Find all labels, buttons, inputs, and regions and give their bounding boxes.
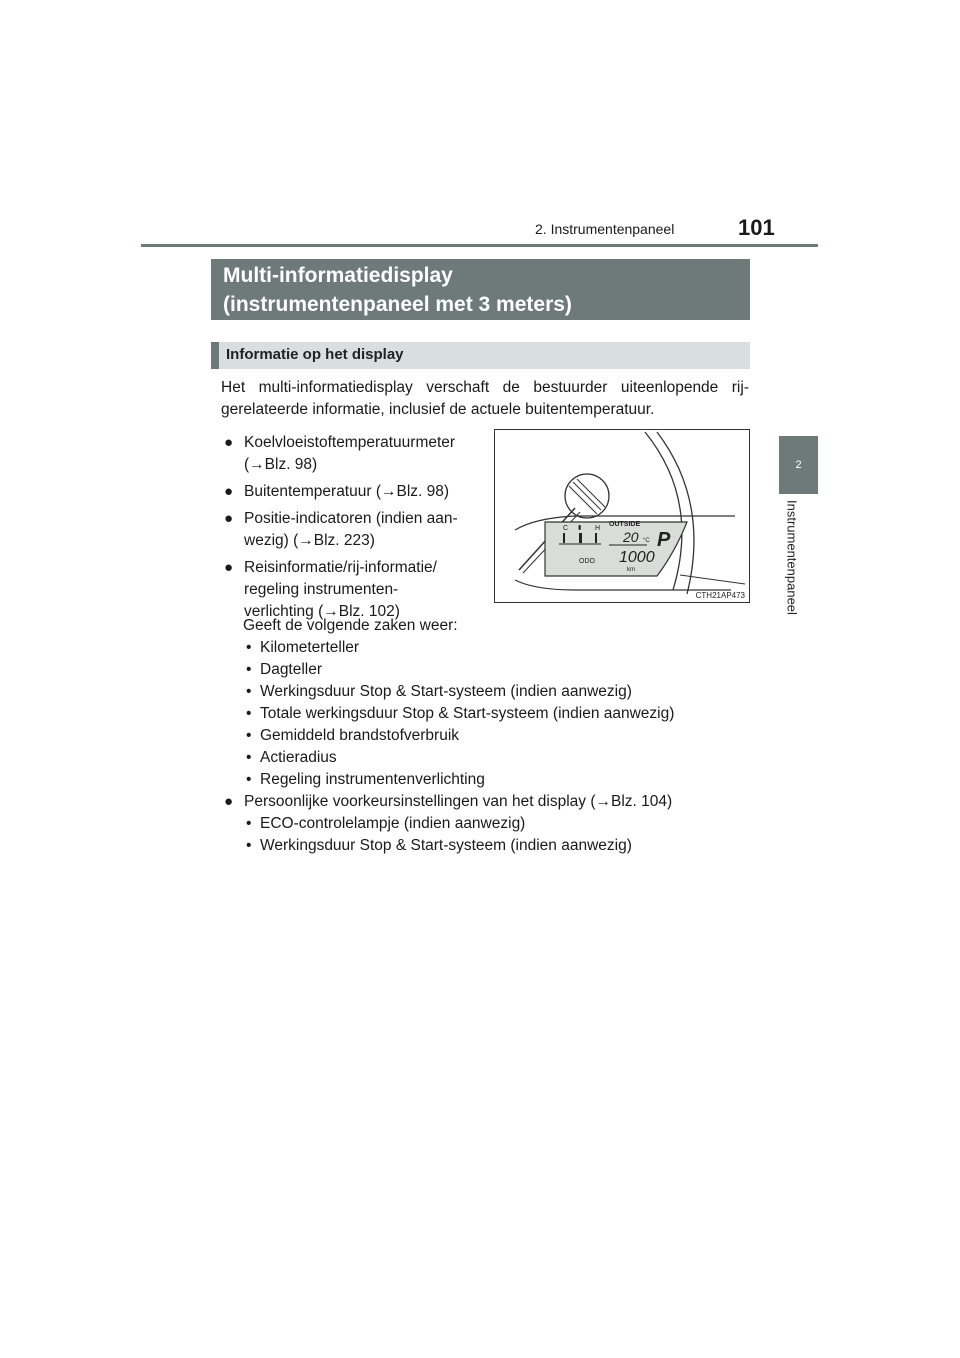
preference-item bbox=[246, 835, 632, 857]
running-header-section: 2. Instrumentenpaneel bbox=[535, 221, 675, 237]
display-item bbox=[246, 659, 674, 681]
gauge-arc-inner bbox=[657, 432, 694, 594]
section-title bbox=[211, 259, 750, 320]
display-item-text: Actieradius bbox=[260, 749, 337, 766]
feature-line: wezig) (→Blz. 223) bbox=[244, 532, 375, 549]
odo-label: ODO bbox=[579, 558, 595, 565]
display-item-text: Werkingsduur Stop & Start-systeem (indien aanwezig) bbox=[260, 683, 632, 700]
feature-list bbox=[224, 432, 484, 628]
feature-item-preferences bbox=[224, 791, 672, 813]
dot-icon: • bbox=[246, 683, 252, 700]
display-items-intro: Geeft de volgende zaken weer: bbox=[243, 617, 458, 634]
gauge-c-label: C bbox=[563, 525, 569, 532]
dot-icon: • bbox=[246, 771, 252, 788]
feature-item bbox=[224, 432, 484, 476]
preference-item bbox=[246, 813, 632, 835]
feature-item bbox=[224, 481, 484, 503]
feature-line: Persoonlijke voorkeursinstellingen van het display (→Blz. 104) bbox=[244, 793, 673, 810]
display-item bbox=[246, 681, 674, 703]
figure-code: CTH21AP473 bbox=[695, 591, 745, 600]
instrument-panel-figure bbox=[494, 429, 750, 603]
section-title-line2: (instrumentenpaneel met 3 meters) bbox=[223, 293, 572, 316]
display-item-text: Gemiddeld brandstofverbruik bbox=[260, 727, 460, 744]
outside-temperature: 20 bbox=[623, 529, 639, 545]
display-item bbox=[246, 637, 674, 659]
dot-icon: • bbox=[246, 749, 252, 766]
temp-bar-segment bbox=[579, 533, 582, 543]
feature-line: Koelvloeistoftemperatuurmeter bbox=[244, 434, 456, 451]
feature-item bbox=[224, 508, 484, 552]
display-item bbox=[246, 725, 674, 747]
outside-label: OUTSIDE bbox=[609, 521, 641, 528]
display-items-list bbox=[246, 637, 674, 791]
temperature-unit: °C bbox=[643, 538, 650, 544]
temp-bar-segment bbox=[563, 533, 565, 543]
display-item bbox=[246, 703, 674, 725]
page-number: 101 bbox=[738, 215, 775, 240]
preference-item-text: ECO-controlelampje (indien aanwezig) bbox=[260, 815, 526, 832]
odometer-value: 1000 bbox=[619, 549, 655, 566]
preference-item-text: Werkingsduur Stop & Start-systeem (indien aanwezig) bbox=[260, 837, 632, 854]
display-item bbox=[246, 747, 674, 769]
bullet-icon: ● bbox=[224, 559, 234, 576]
header-rule bbox=[141, 244, 818, 247]
bullet-icon: ● bbox=[224, 434, 234, 451]
feature-line: regeling instrumenten- bbox=[244, 581, 399, 598]
dot-icon: • bbox=[246, 727, 252, 744]
chapter-tab-label: Instrumentenpaneel bbox=[784, 500, 800, 615]
feature-line: (→Blz. 98) bbox=[244, 456, 318, 473]
feature-line: Buitentemperatuur (→Blz. 98) bbox=[244, 483, 450, 500]
subheading: Informatie op het display bbox=[211, 342, 750, 369]
dot-icon: • bbox=[246, 815, 252, 832]
feature-item bbox=[224, 557, 484, 623]
odometer-unit: km bbox=[627, 567, 635, 573]
instrument-panel-illustration bbox=[495, 430, 750, 603]
preference-items-list bbox=[246, 813, 632, 857]
feature-line: verlichting (→Blz. 102) bbox=[244, 603, 400, 620]
display-item-text: Kilometerteller bbox=[260, 639, 360, 656]
display-item-text: Dagteller bbox=[260, 661, 323, 678]
display-item-text: Regeling instrumentenverlichting bbox=[260, 771, 485, 788]
section-title-line1: Multi-informatiedisplay bbox=[223, 264, 453, 287]
dot-icon: • bbox=[246, 837, 252, 854]
chapter-tab-number: 2 bbox=[779, 436, 818, 494]
display-item bbox=[246, 769, 674, 791]
intro-paragraph: Het multi-informatiedisplay verschaft de bestuurder uiteenlopende rij-gerelateerde informatie, inclusief de actuele buitentemperatuur. bbox=[221, 379, 749, 418]
thermometer-icon: ▮ bbox=[578, 525, 582, 531]
gear-indicator: P bbox=[657, 529, 671, 551]
gauge-h-label: H bbox=[595, 525, 601, 532]
temp-bar-segment bbox=[595, 533, 597, 543]
dot-icon: • bbox=[246, 661, 252, 678]
bullet-icon: ● bbox=[224, 483, 234, 500]
feature-line: Positie-indicatoren (indien aan- bbox=[244, 510, 458, 527]
dot-icon: • bbox=[246, 639, 252, 656]
bullet-icon: ● bbox=[224, 793, 234, 810]
display-item-text: Totale werkingsduur Stop & Start-systeem (indien aanwezig) bbox=[260, 705, 675, 722]
dot-icon: • bbox=[246, 705, 252, 722]
bullet-icon: ● bbox=[224, 510, 234, 527]
feature-line: Reisinformatie/rij-informatie/ bbox=[244, 559, 437, 576]
housing-bottom bbox=[515, 580, 731, 590]
